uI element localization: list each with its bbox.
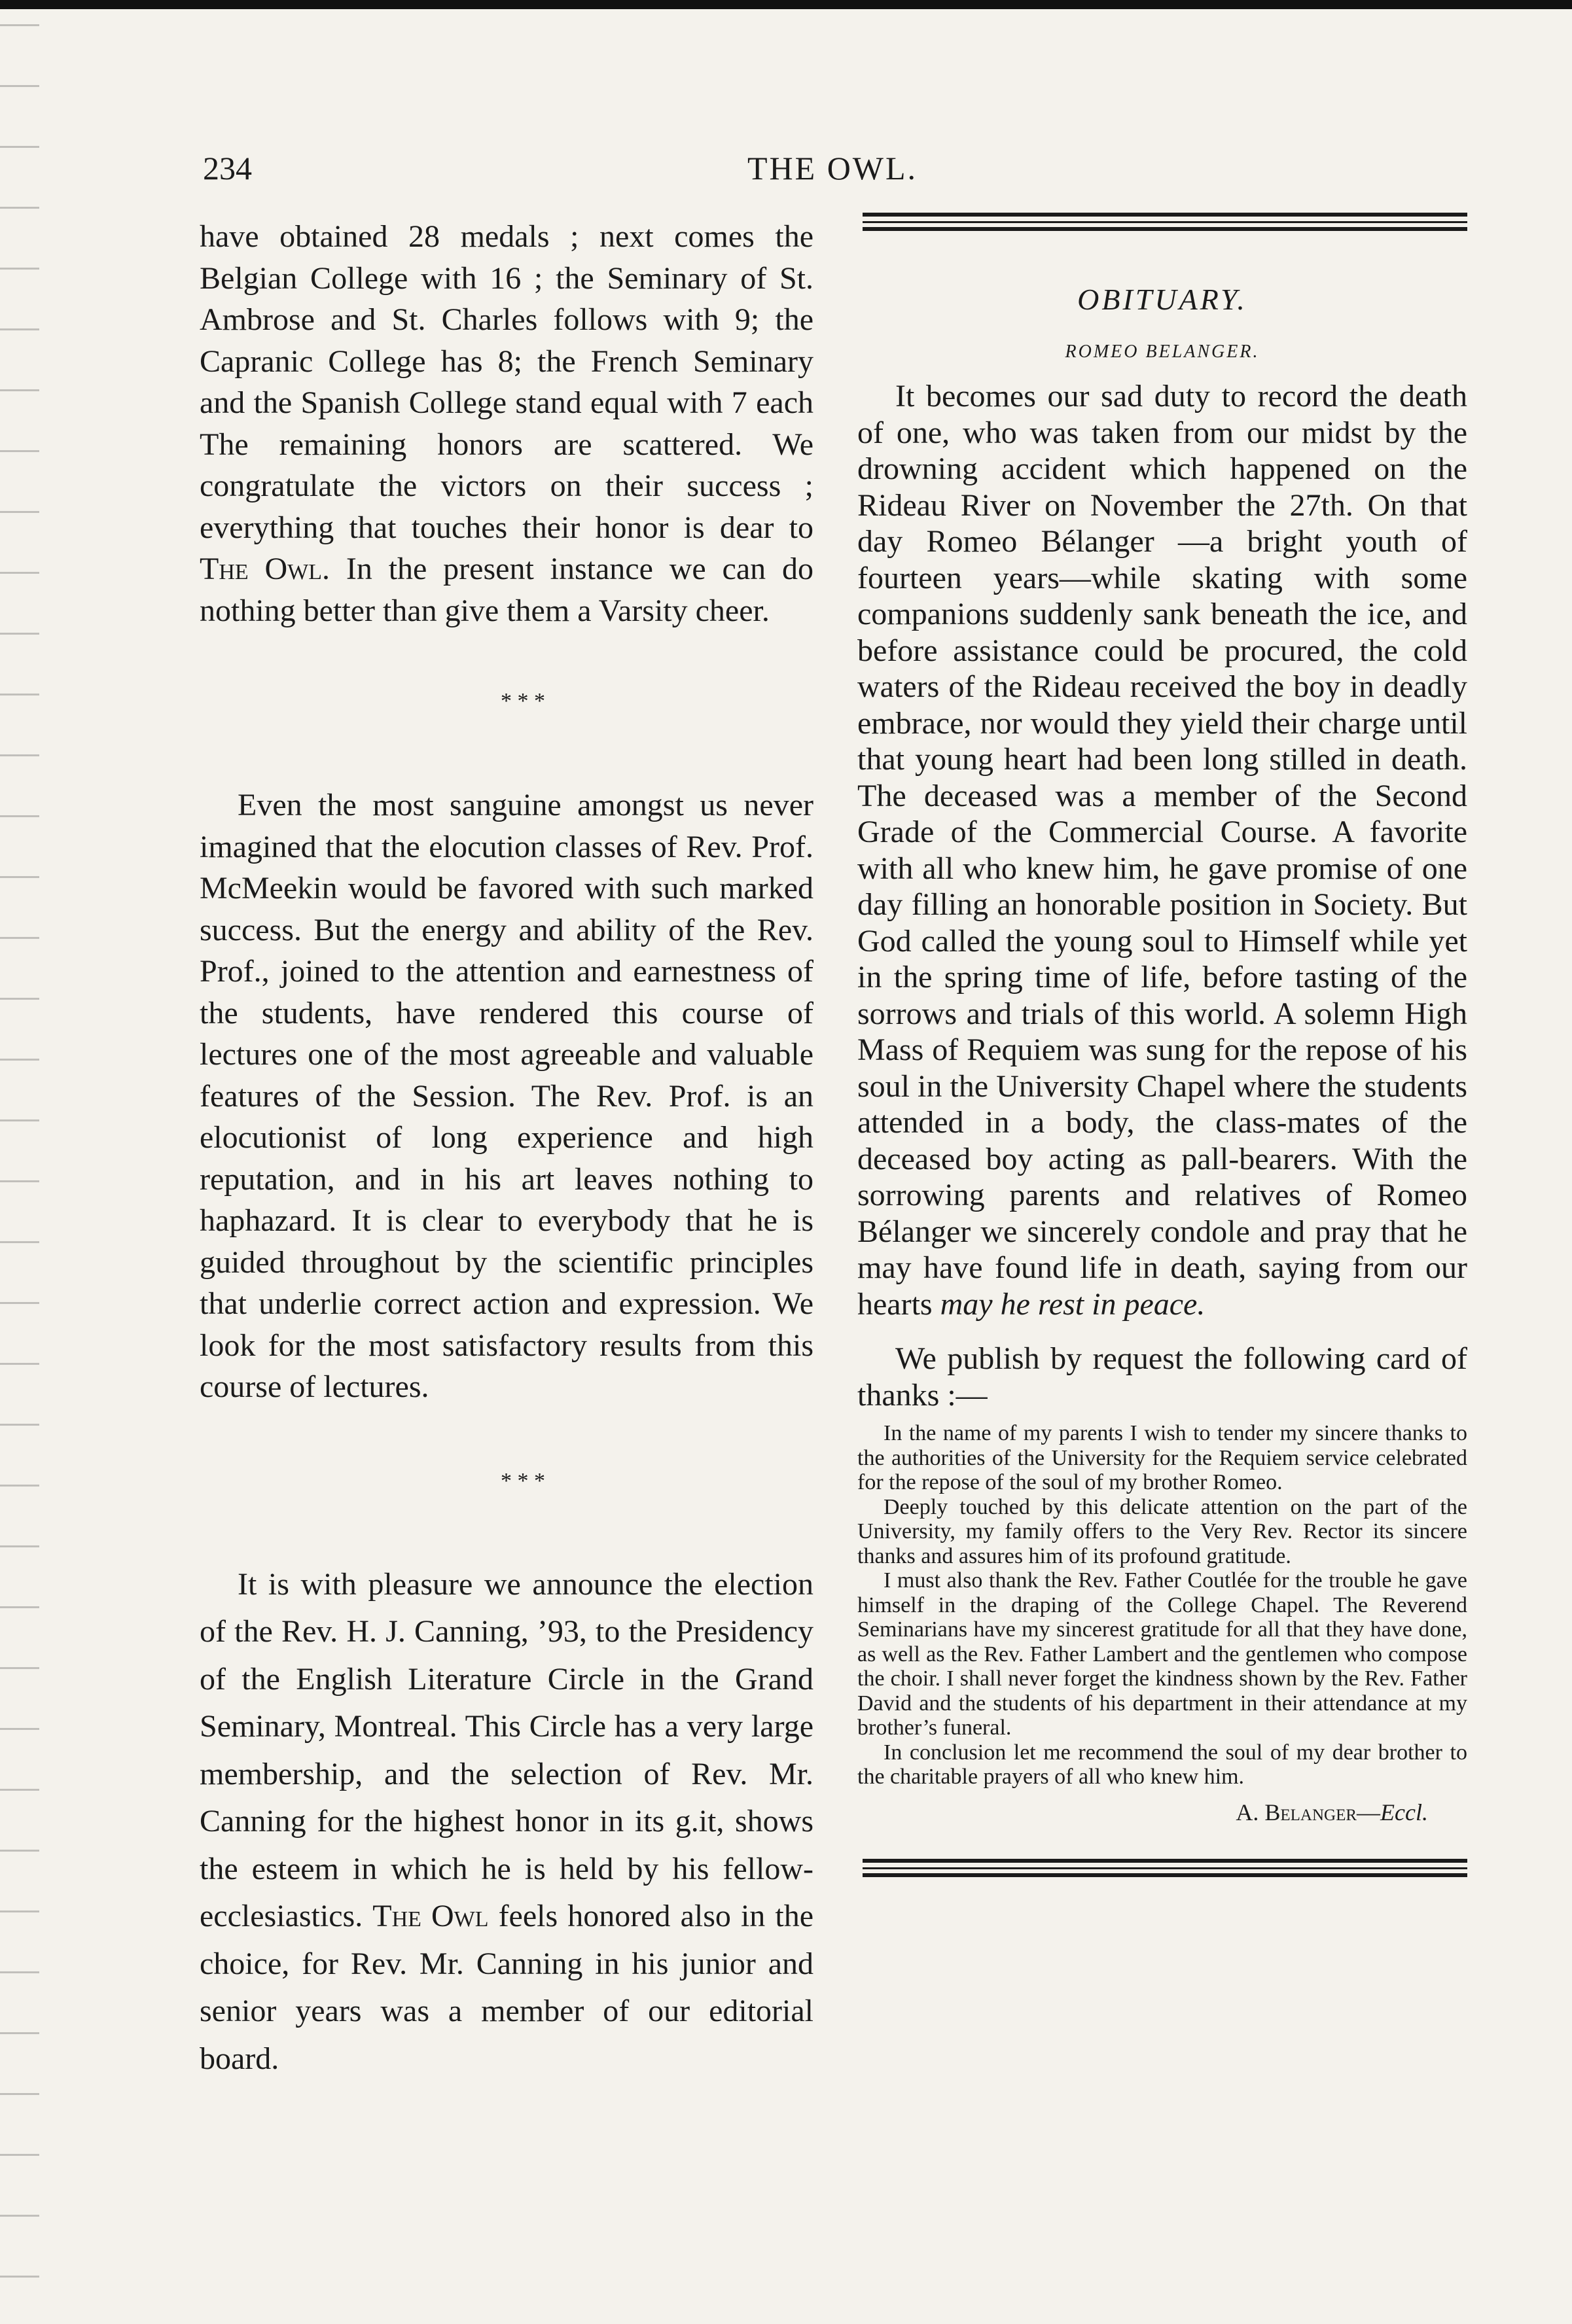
text-span: In the present instance we can do nothing better than give them a Varsity cheer. <box>200 552 813 628</box>
card-paragraph: In conclusion let me recommend the soul of my dear brother to the charitable prayers of all who knew him. <box>857 1740 1467 1789</box>
running-title: THE OWL. <box>747 150 918 186</box>
obituary-paragraph <box>857 378 1467 1322</box>
obituary-subheading: ROMEO BELANGER. <box>1065 342 1260 362</box>
bottom-double-rule <box>863 1859 1467 1882</box>
card-paragraph: I must also thank the Rev. Father Coutlée for the trouble he gave himself in the draping of the College Chapel. The Reverend Seminarians have my sincerest gratitude for all that they have done, as well as the Rev. Father Lambert and the gentlemen who compose the choir. I shall never forget the kindness shown by the Rev. Father David and the students of his department in their attendance at my brother’s funeral. <box>857 1568 1467 1740</box>
owl-name: The Owl. <box>200 552 330 586</box>
page-header <box>0 149 1572 202</box>
card-of-thanks <box>857 1421 1467 1789</box>
page-number: 234 <box>203 150 252 186</box>
closing-blessing: may he rest in peace. <box>940 1286 1206 1322</box>
asterism-separator: * * * <box>501 1468 545 1493</box>
text-span: feels honored also in the choice, for Rev. Mr. Canning in his junior and senior years was a member of our editorial board. <box>200 1899 814 2076</box>
obituary-heading: OBITUARY. <box>1077 283 1247 316</box>
top-double-rule <box>863 213 1467 236</box>
signature-title: Eccl. <box>1380 1799 1428 1825</box>
card-paragraph: Deeply touched by this delicate attention on the part of the University, my family offers to the Very Rev. Rector its sincere thanks and assures him of its profound gratitude. <box>857 1494 1467 1568</box>
owl-name: The Owl <box>372 1899 489 1933</box>
signature-dash: — <box>1357 1799 1381 1825</box>
text-span: It becomes our sad duty to record the death of one, who was taken from our midst by the drowning accident which happened on the Rideau River on November the 27th. On that day Romeo Bélanger —a bright youth of fourteen years—while skating with some companions suddenly sank beneath the ice, and before assistance could be procured, the cold waters of the Rideau received the boy in deadly embrace, nor would they yield their charge until that young heart had been long stilled in death. The deceased was a member of the Second Grade of the Commercial Course. A favorite with all who knew him, he gave promise of one day filling an honorable position in Society. But God called the young soul to Himself while yet in the spring time of life, before tasting of the sorrows and trials of this world. A solemn High Mass of Requiem was sung for the repose of his soul in the University Chapel where the students attended in a body, the class-mates of the deceased boy acting as pall-bearers. With the sorrowing parents and relatives of Romeo Bélanger we sincerely condole and pray that he may have found life in death, saying from our hearts <box>857 379 1467 1322</box>
scan-margin-specks <box>0 0 39 2324</box>
text-span: have obtained 28 medals ; next comes the Belgian College with 16 ; the Seminary of St. Ambrose and St. Charles follows with 9; the Capranic College has 8; the French Seminary and the Spanish College stand equal with 7 each The remaining honors are scattered. We congratulate the victors on their success ; everything that touches their honor is dear to <box>200 219 813 545</box>
right-column <box>857 213 1467 1882</box>
card-intro-paragraph: We publish by request the following card of thanks :— <box>857 1341 1467 1413</box>
signature <box>857 1799 1428 1826</box>
text-span: It is with pleasure we announce the election of the Rev. H. J. Canning, ’93, to the Presidency of the English Literature Circle in the Grand Seminary, Montreal. This Circle has a very large membership, and the selection of Rev. Mr. Canning for the highest honor in its g.it, shows the esteem in which he is held by his fellow-ecclesiastics. <box>200 1566 813 1933</box>
card-paragraph: In the name of my parents I wish to tender my sincere thanks to the authorities of the University for the Requiem service celebrated for the repose of the soul of my brother Romeo. <box>857 1421 1467 1494</box>
left-paragraph-medals <box>200 216 813 631</box>
left-paragraph-elocution: Even the most sanguine amongst us never imagined that the elocution classes of Rev. Prof. McMeekin would be favored with such marked success. But the energy and ability of the Rev. Prof., joined to the attention and earnestness of the students, have rendered this course of lectures one of the most agreeable and valuable features of the Session. The Rev. Prof. is an elocutionist of long experience and high reputation, and in his art leaves nothing to haphazard. It is clear to everybody that he is guided throughout by the scientific principles that underlie correct action and expression. We look for the most satisfactory results from this course of lectures. <box>200 788 813 1404</box>
signature-name: A. Belanger <box>1236 1799 1357 1825</box>
top-border-rule <box>0 0 1572 9</box>
asterism-separator: * * * <box>501 689 545 713</box>
left-column <box>200 216 813 2083</box>
left-paragraph-canning <box>200 1561 813 2083</box>
